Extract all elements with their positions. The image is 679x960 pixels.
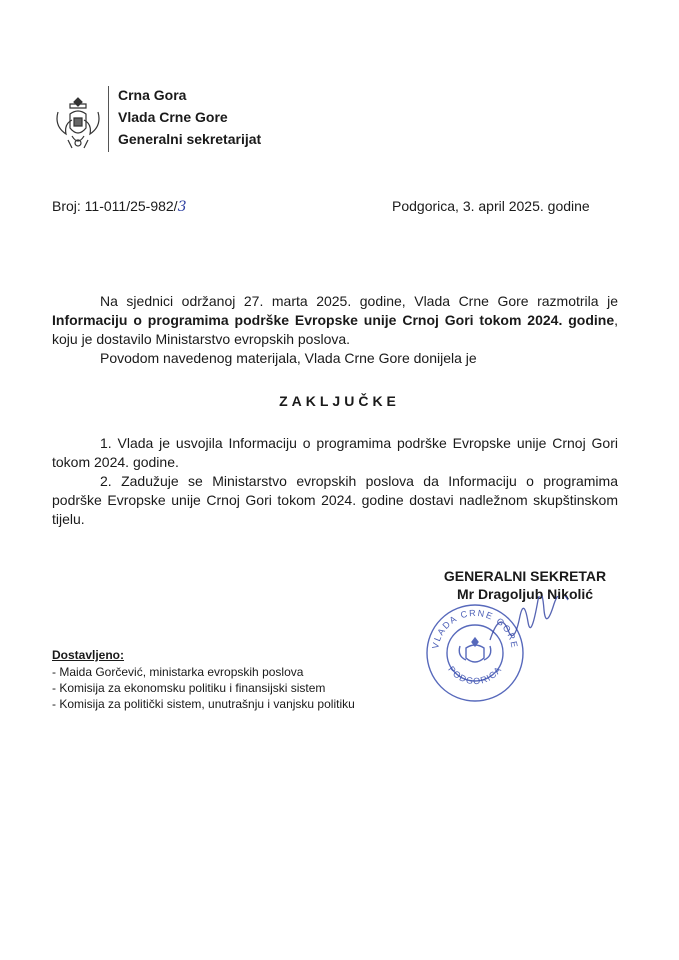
place-and-date: Podgorica, 3. april 2025. godine: [392, 198, 590, 214]
header-secretariat: Generalni sekretarijat: [118, 131, 262, 147]
body-text: [52, 292, 618, 368]
conclusions-heading: ZAKLJUČKE: [279, 393, 400, 409]
body-p1-start: Na sjednici održanoj 27. marta 2025. godine, Vlada Crne Gore razmotrila je: [100, 293, 618, 309]
signatory-name: Mr Dragoljub Nikolić: [456, 586, 594, 602]
header-government: Vlada Crne Gore: [118, 109, 228, 125]
header-country: Crna Gora: [118, 87, 187, 103]
body-paragraph-1: [52, 292, 618, 349]
conclusion-item-2: 2. Zadužuje se Ministarstvo evropskih poslova da Informaciju o programima podrške Evropske unije Crnoj Gori tokom 2024. godine dostavi nadležnom skupštinskom tijelu.: [52, 473, 618, 527]
distribution-list: [52, 664, 355, 712]
handwritten-signature-icon: [480, 596, 590, 656]
conclusion-item-1: 1. Vlada je usvojila Informaciju o programima podrške Evropske unije Crnoj Gori tokom 2024. godine.: [52, 435, 618, 470]
header-block: [118, 84, 261, 150]
recipient-item: - Komisija za politički sistem, unutrašnju i vanjsku politiku: [52, 697, 355, 711]
header-divider: [108, 86, 109, 152]
body-paragraph-2: Povodom navedenog materijala, Vlada Crne Gore donijela je: [100, 350, 477, 366]
recipient-item: - Komisija za ekonomsku politiku i finansijski sistem: [52, 681, 326, 695]
recipient-item: - Maida Gorčević, ministarka evropskih poslova: [52, 665, 304, 679]
reference-number-label: Broj: 11-011/25-982/: [52, 198, 178, 214]
stamp-top-text: VLADA CRNE GORE: [430, 607, 520, 650]
stamp-bottom-text: PODGORICA: [446, 664, 504, 687]
reference-number: [52, 198, 186, 215]
conclusions-list: [52, 434, 618, 529]
signatory-title: GENERALNI SEKRETAR: [443, 568, 607, 584]
svg-text:PODGORICA: [446, 664, 504, 686]
coat-of-arms-icon: [52, 92, 104, 152]
body-p1-end: , koju je dostavilo Ministarstvo evropskih poslova.: [52, 312, 618, 347]
reference-number-handwritten: 3: [177, 199, 187, 215]
distribution-label: Dostavljeno:: [52, 648, 125, 662]
body-p1-bold-title: Informaciju o programima podrške Evropske unije Crnoj Gori tokom 2024. godine: [52, 312, 615, 328]
